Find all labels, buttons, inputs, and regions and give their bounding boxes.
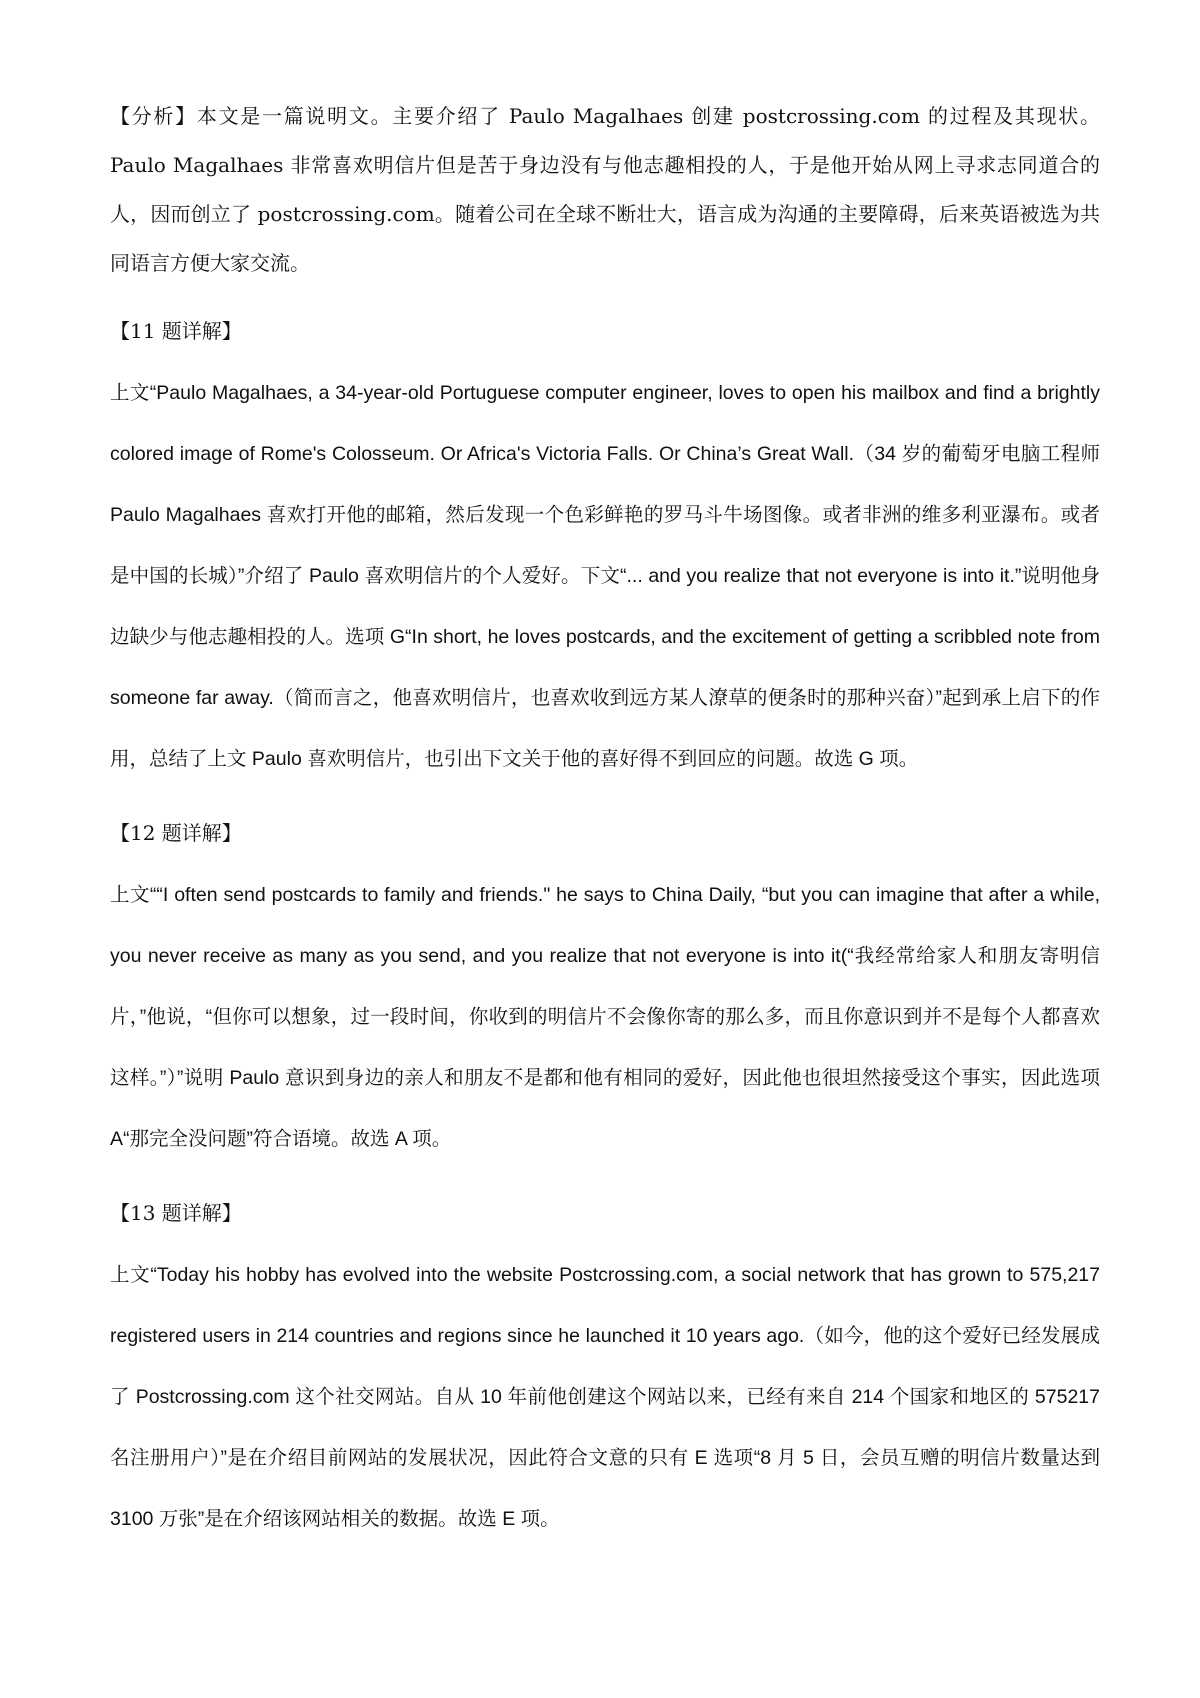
document-page [110,92,1100,1571]
q13-explanation: 上文“Today his hobby has evolved into the website Postcrossing.com, a social network that has grown to 575,217 registered users in 214 countries and regions since he launched it 10 years ago.（如今，他的这个爱好已经发展成了 Postcrossing.com 这个社交网站。自从 10 年前他创建这个网站以来，已经有来自 214 个国家和地区的 575217 名注册用户）”是在介绍目前网站的发展状况，因此符合文意的只有 E 选项“8 月 5 日，会员互赠的明信片数量达到 3100 万张”是在介绍该网站相关的数据。故选 E 项。 [110,1264,1100,1530]
q12-explanation: 上文““I often send postcards to family and friends." he says to China Daily, “but you can imagine that after a while, you never receive as many as you send, and you realize that not everyone is into it(“我经常给家人和朋友寄明信片，”他说，“但你可以想象，过一段时间，你收到的明信片不会像你寄的那么多，而且你意识到并不是每个人都喜欢这样。”）”说明 Paulo 意识到身边的亲人和朋友不是都和他有相同的爱好，因此他也很坦然接受这个事实，因此选项 A“那完全没问题”符合语境。故选 A 项。 [110,884,1100,1150]
q12-heading: 【12 题详解】 [110,821,242,845]
q11-explanation: 上文“Paulo Magalhaes, a 34-year-old Portuguese computer engineer, loves to open his mailbox and find a brightly colored image of Rome's Colosseum. Or Africa's Victoria Falls. Or China’s Great Wall.（34 岁的葡萄牙电脑工程师 Paulo Magalhaes 喜欢打开他的邮箱，然后发现一个色彩鲜艳的罗马斗牛场图像。或者非洲的维多利亚瀑布。或者是中国的长城）”介绍了 Paulo 喜欢明信片的个人爱好。下文“... and you realize that not everyone is into it.”说明他身边缺少与他志趣相投的人。选项 G“In short, he loves postcards, and the excitement of getting a scribbled note from someone far away.（简而言之，他喜欢明信片，也喜欢收到远方某人潦草的便条时的那种兴奋）”起到承上启下的作用，总结了上文 Paulo 喜欢明信片，也引出下文关于他的喜好得不到回应的问题。故选 G 项。 [110,382,1100,770]
analysis-paragraph: 【分析】本文是一篇说明文。主要介绍了 Paulo Magalhaes 创建 postcrossing.com 的过程及其现状。Paulo Magalhaes 非常喜欢明信片但是苦于身边没有与他志趣相投的人，于是他开始从网上寻求志同道合的人，因而创立了 postcrossing.com。随着公司在全球不断壮大，语言成为沟通的主要障碍，后来英语被选为共同语言方便大家交流。 [110,104,1100,275]
q13-heading: 【13 题详解】 [110,1201,242,1225]
q11-heading: 【11 题详解】 [110,319,242,343]
